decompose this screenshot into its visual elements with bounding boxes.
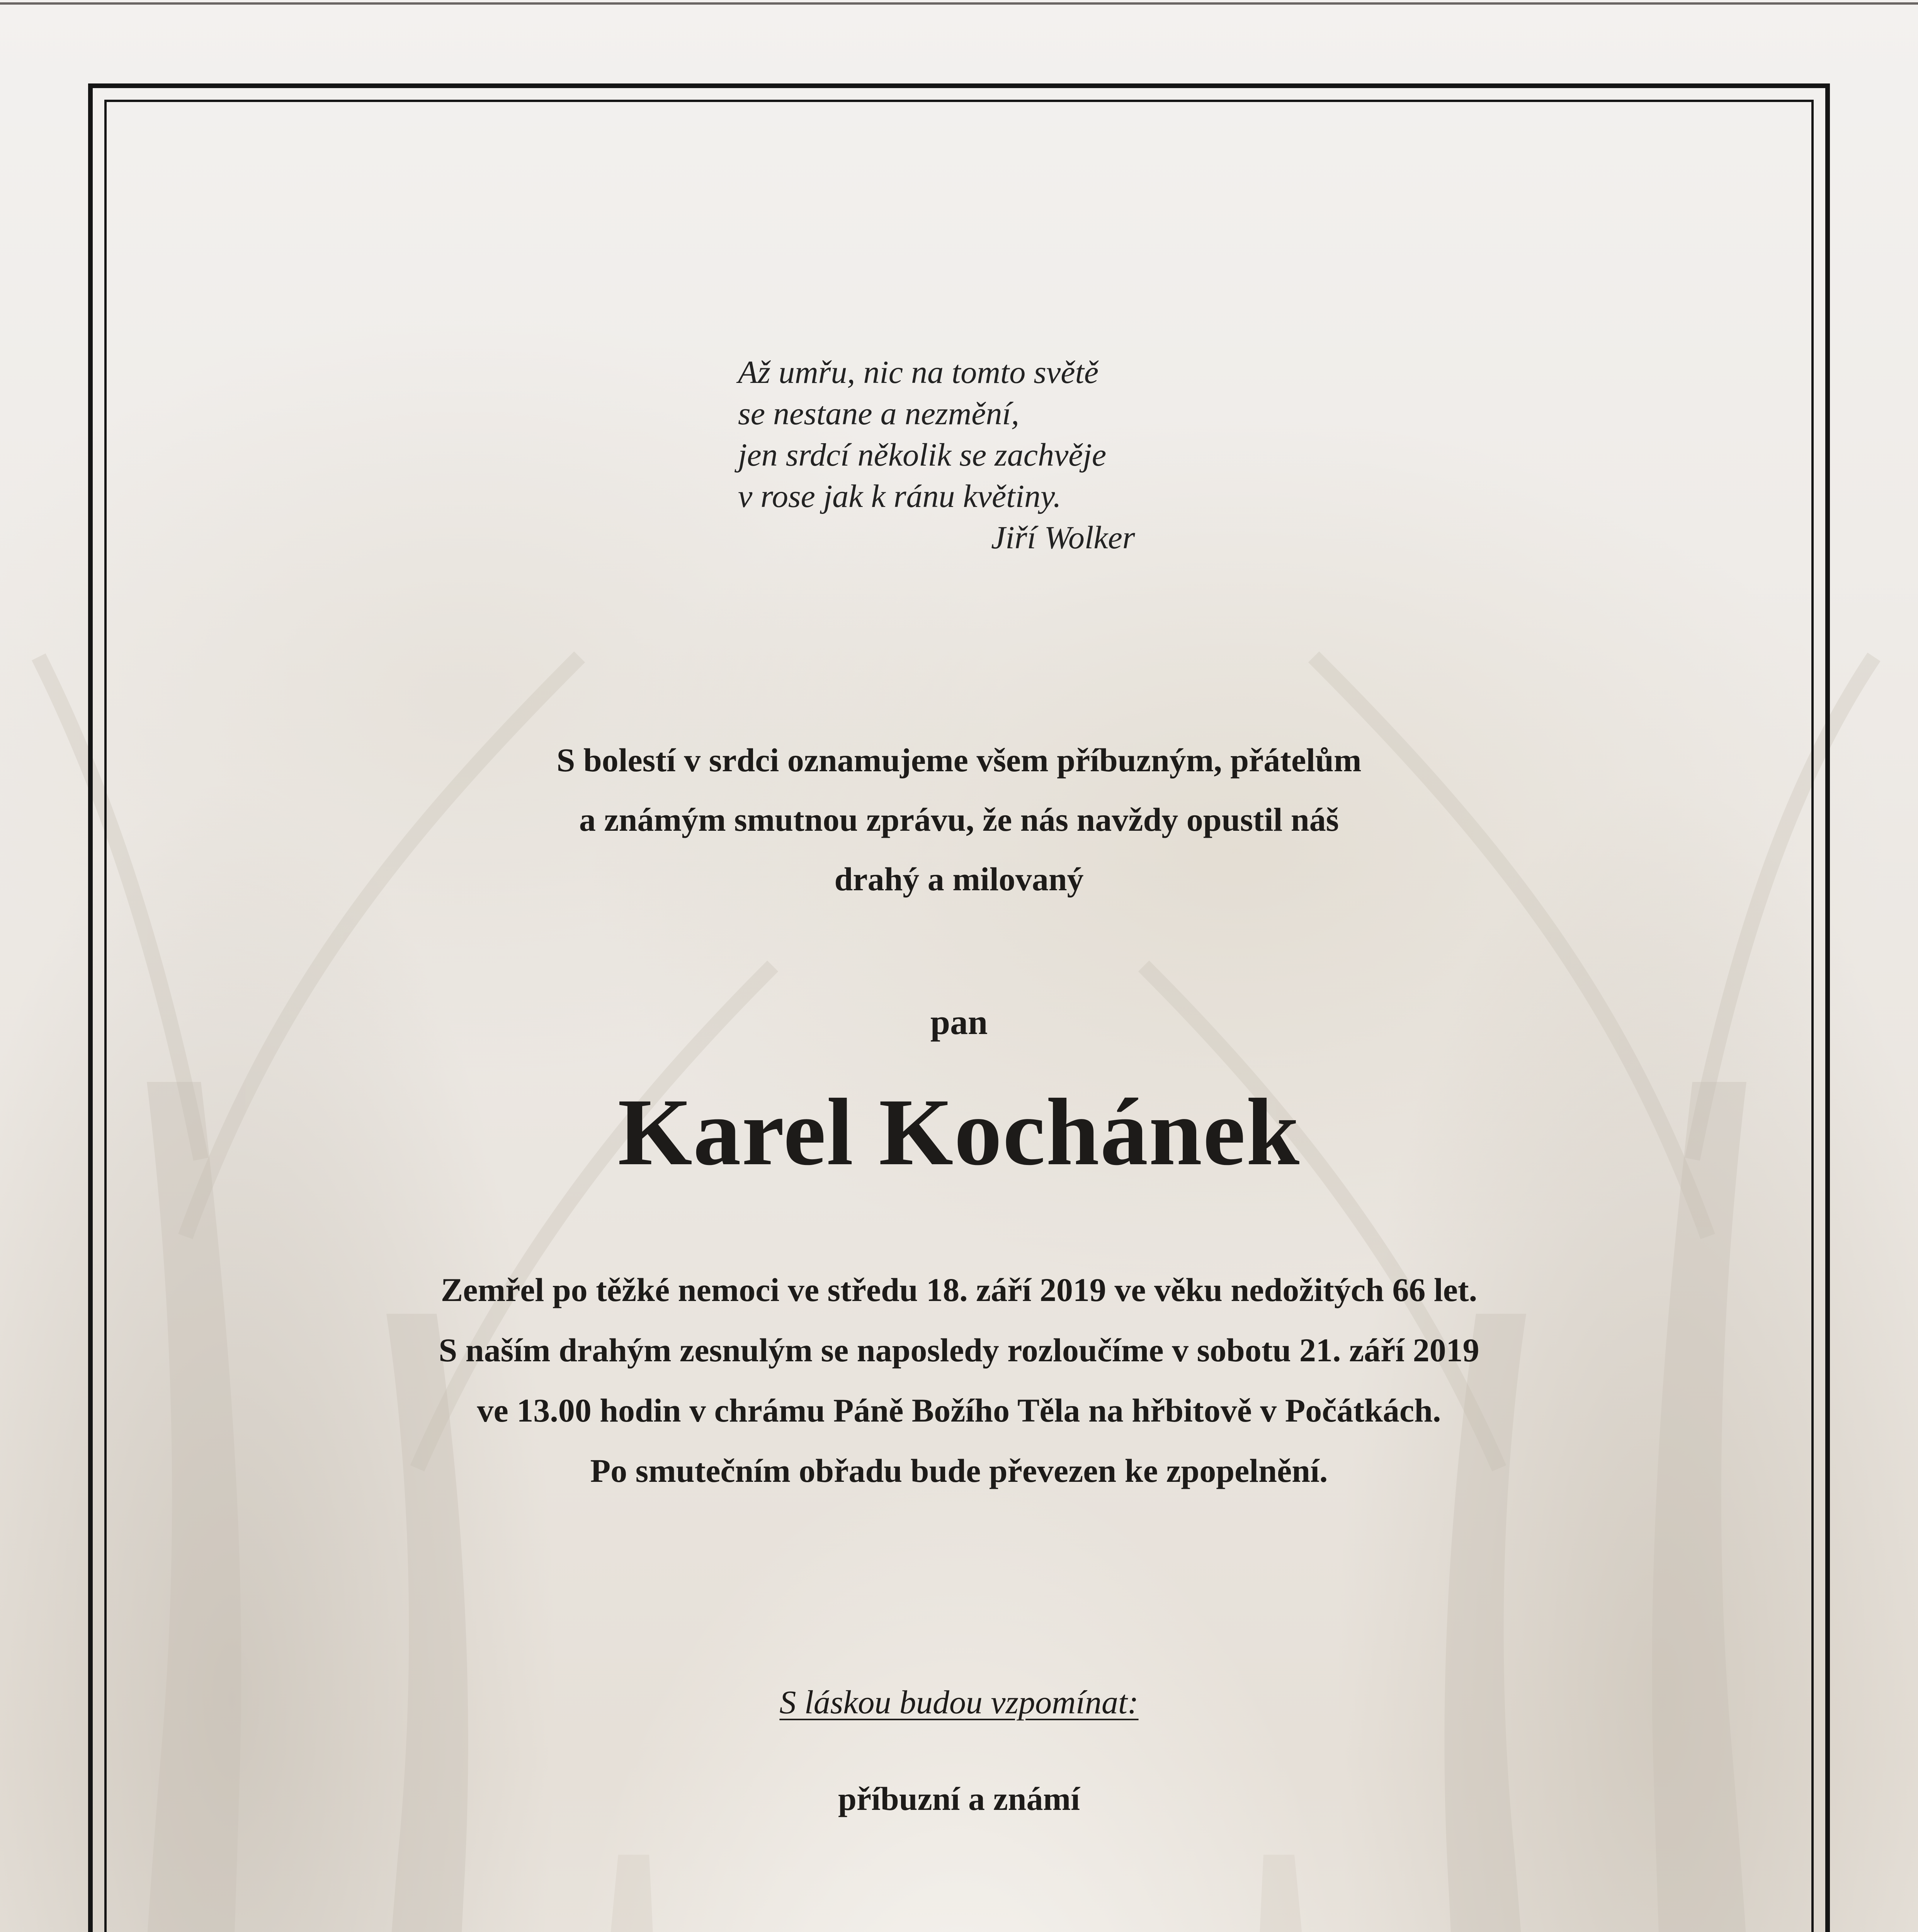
announcement-line: drahý a milovaný (834, 861, 1084, 898)
remembrance-label (116, 1679, 1802, 1725)
poem-line: v rose jak k ránu květiny. (738, 478, 1061, 514)
details-line: Zemřel po těžké nemoci ve středu 18. září 2019 ve věku nedožitých 66 let. (440, 1271, 1478, 1308)
deceased-name: Karel Kochánek (617, 1079, 1301, 1185)
mourners-text: příbuzní a známí (838, 1780, 1080, 1817)
details-line: S naším drahým zesnulým se naposledy rozloučíme v sobotu 21. září 2019 (439, 1332, 1479, 1369)
announcement-line: S bolestí v srdci oznamujeme všem příbuzným, přátelům (556, 742, 1362, 779)
poem-line: se nestane a nezmění, (738, 396, 1019, 432)
poem-author: Jiří Wolker (991, 520, 1135, 556)
funeral-details (116, 1260, 1802, 1501)
announcement-line: a známým smutnou zprávu, že nás navždy opustil náš (579, 801, 1339, 838)
remembrance-label-text: S láskou budou vzpomínat: (779, 1684, 1139, 1721)
details-line: ve 13.00 hodin v chrámu Páně Božího Těla na hřbitově v Počátkách. (477, 1392, 1441, 1429)
details-line: Po smutečním obřadu bude převezen ke zpopelnění. (590, 1452, 1328, 1489)
top-edge-line (0, 2, 1918, 5)
poem-line: Až umřu, nic na tomto světě (738, 354, 1099, 390)
poem-block (738, 352, 1279, 558)
honorific-title: pan (930, 1002, 988, 1042)
poem-line: jen srdcí několik se zachvěje (738, 437, 1107, 473)
announcement-text (116, 730, 1802, 909)
